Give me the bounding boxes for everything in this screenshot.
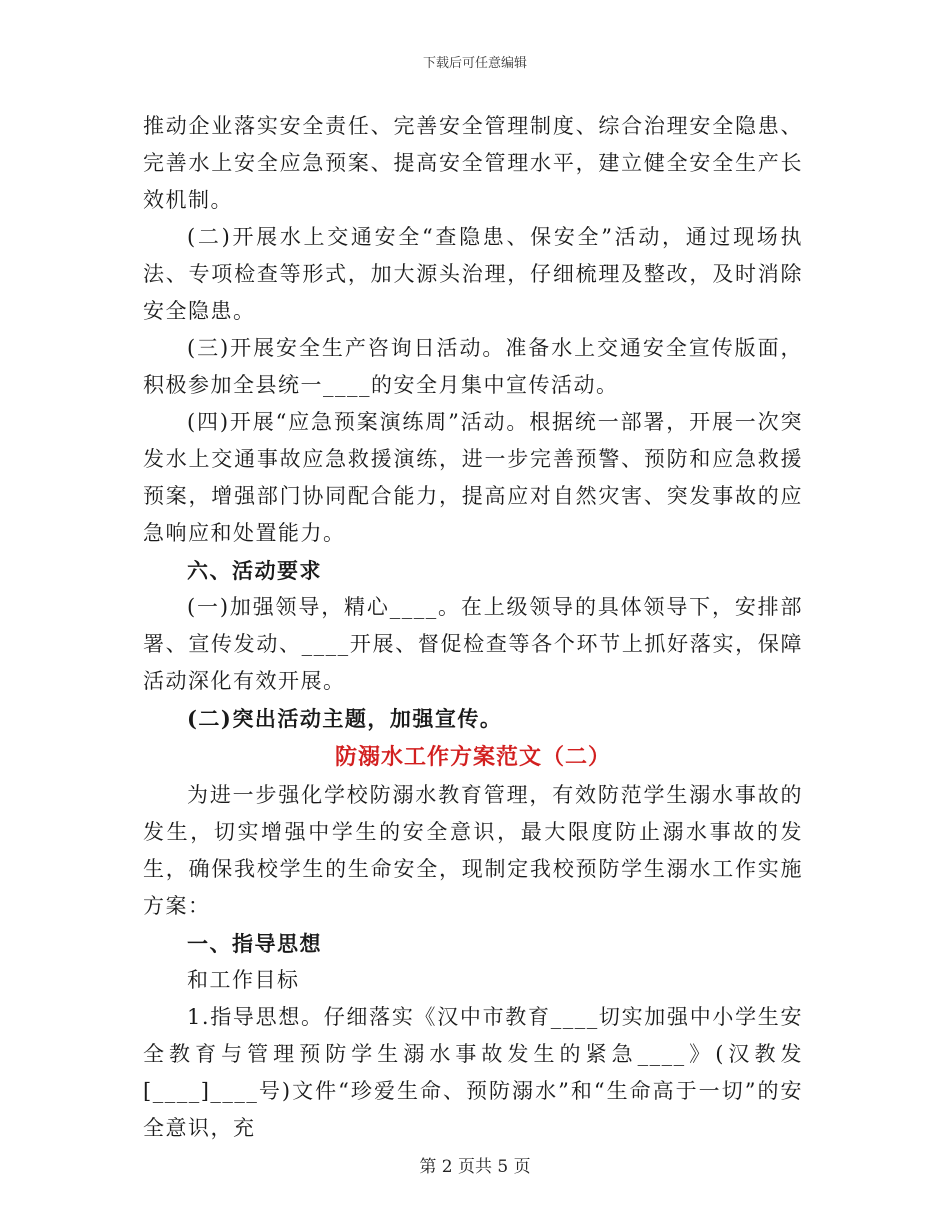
document-title: 防溺水工作方案范文（二） bbox=[334, 744, 611, 770]
page-footer: 第 2 页共 5 页 bbox=[419, 1157, 531, 1177]
paragraph-requirement-1: (一)加强领导，精心____。在上级领导的具体领导下，安排部署、宣传发动、____开展、督促检查等各个环节上抓好落实，保障活动深化有效开展。 bbox=[143, 595, 803, 693]
section-heading-guiding-thought: 一、指导思想 bbox=[187, 931, 322, 956]
paragraph-guiding-thought: 1.指导思想。仔细落实《汉中市教育____切实加强中小学生安全教育与管理预防学生溺水事故发生的紧急____》(汉教发[____]____号)文件“珍爱生命、预防溺水”和“生命高于一切”的安全意识，充 bbox=[143, 1005, 803, 1140]
paragraph-item-3: (三)开展安全生产咨询日活动。准备水上交通安全宣传版面，积极参加全县统一____的安全月集中宣传活动。 bbox=[143, 336, 803, 397]
section-heading-requirements: 六、活动要求 bbox=[187, 558, 322, 583]
paragraph-item-4: (四)开展“应急预案演练周”活动。根据统一部署，开展一次突发水上交通事故应急救援演练，进一步完善预警、预防和应急救援预案，增强部门协同配合能力，提高应对自然灾害、突发事故的应急响应和处置能力。 bbox=[143, 410, 803, 545]
section-subheading-goals: 和工作目标 bbox=[187, 968, 300, 992]
document-body bbox=[143, 108, 803, 1147]
paragraph-requirement-2: (二)突出活动主题，加强宣传。 bbox=[187, 706, 503, 731]
paragraph-item-2: (二)开展水上交通安全“查隐患、保安全”活动，通过现场执法、专项检查等形式，加大源头治理，仔细梳理及整改，及时消除安全隐患。 bbox=[143, 225, 803, 323]
paragraph-continuation: 推动企业落实安全责任、完善安全管理制度、综合治理安全隐患、完善水上安全应急预案、提高安全管理水平，建立健全安全生产长效机制。 bbox=[143, 114, 803, 212]
paragraph-intro: 为进一步强化学校防溺水教育管理，有效防范学生溺水事故的发生，切实增强中学生的安全意识，最大限度防止溺水事故的发生，确保我校学生的生命安全，现制定我校预防学生溺水工作实施方案： bbox=[143, 783, 803, 918]
page-header: 下载后可任意编辑 bbox=[422, 56, 527, 71]
